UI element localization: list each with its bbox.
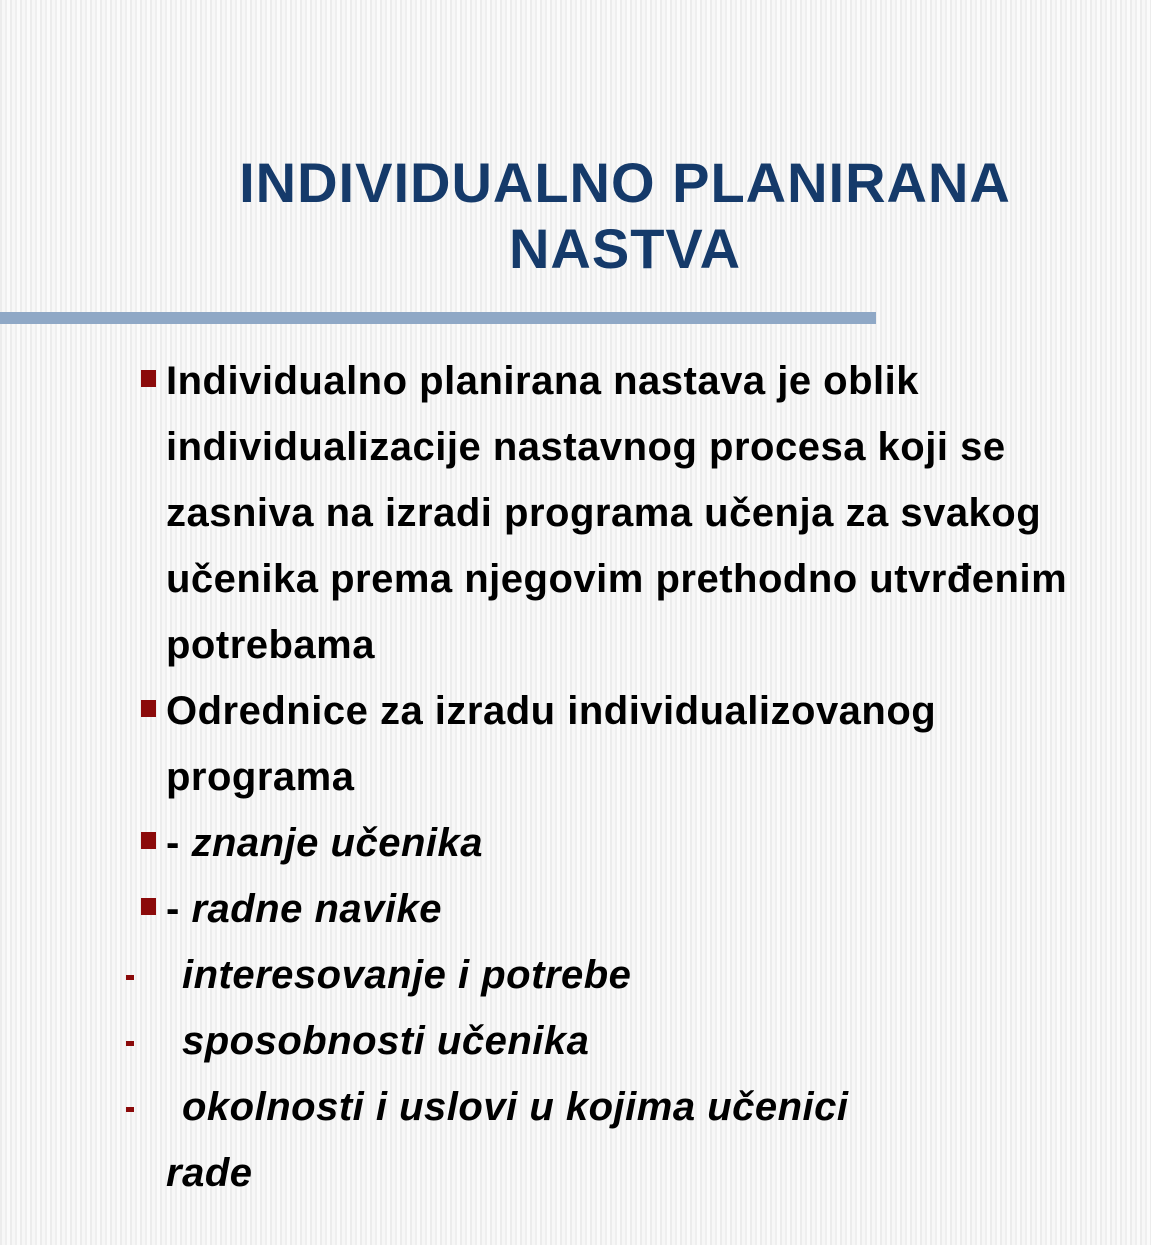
dash-bullet-icon: [126, 975, 134, 980]
bullet-text: Individualno planirana nastava je oblik individualizacije nastavnog procesa koji se zasniva na izradi programa učenja za svakog učenika prema njegovim prethodno utvrđenim potrebama: [166, 359, 1068, 667]
bullet-item-definition: [0, 348, 1151, 678]
bullet-item-work-habits: [0, 876, 1151, 942]
square-bullet-icon: [141, 370, 156, 387]
title-underline-rule: [0, 312, 876, 324]
slide-content: [0, 348, 1151, 1206]
dash-item-interests: [0, 942, 1151, 1008]
bullet-prefix: -: [166, 887, 192, 931]
dash-bullet-icon: [126, 1107, 134, 1112]
dash-text: interesovanje i potrebe: [182, 953, 632, 997]
bullet-item-determinants: [0, 678, 1151, 810]
slide-title: [100, 150, 1150, 282]
title-line-2: NASTVA: [508, 217, 742, 280]
bullet-text-wrapper: [166, 810, 1126, 876]
title-line-1: INDIVIDUALNO PLANIRANA: [239, 151, 1011, 214]
square-bullet-icon: [141, 832, 156, 849]
bullet-text-wrapper: [166, 876, 1126, 942]
bullet-text: Odrednice za izradu individualizovanog programa: [166, 689, 937, 799]
dash-item-abilities: [0, 1008, 1151, 1074]
square-bullet-icon: [141, 898, 156, 915]
dash-item-circumstances: [0, 1074, 1151, 1206]
bullet-item-knowledge: [0, 810, 1151, 876]
bullet-label: znanje učenika: [191, 821, 483, 865]
dash-text: sposobnosti učenika: [182, 1019, 590, 1063]
dash-text: okolnosti i uslovi u kojima učenici: [182, 1085, 849, 1129]
bullet-prefix: -: [166, 821, 192, 865]
dash-bullet-icon: [126, 1041, 134, 1046]
square-bullet-icon: [141, 700, 156, 717]
bullet-label: radne navike: [191, 887, 443, 931]
dash-text-continuation: rade: [166, 1151, 253, 1195]
